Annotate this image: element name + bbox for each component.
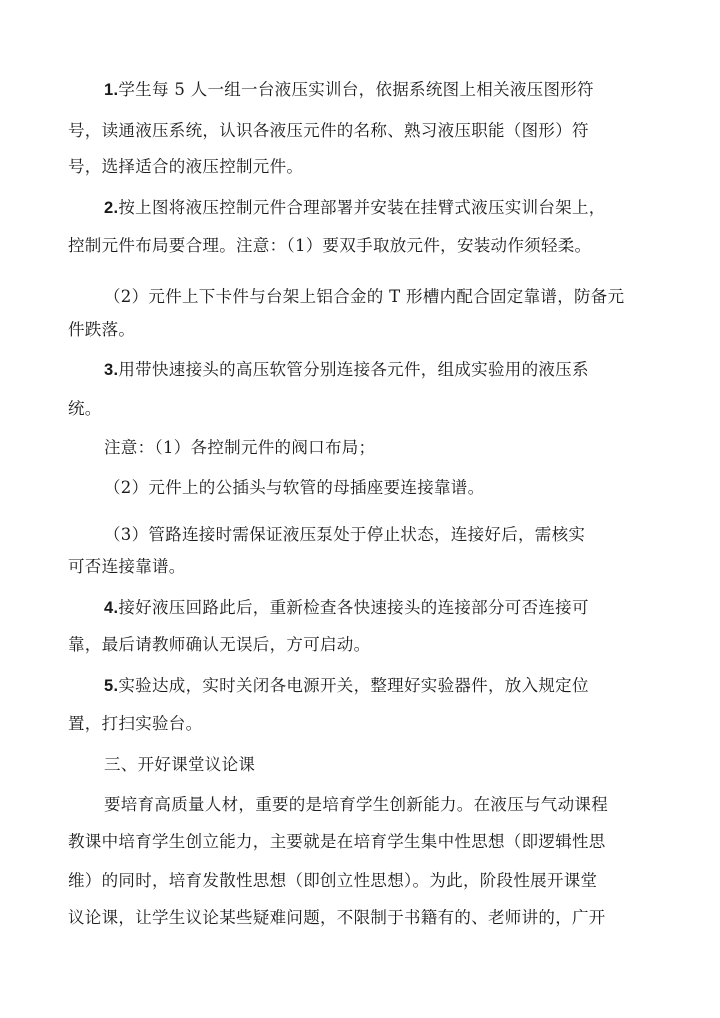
text-line: 控制元件布局要合理。注意：（1）要双手取放元件，安装动作须轻柔。 [68,236,592,255]
section-heading: 三、开好课堂议论课 [104,755,256,774]
text-line: 可否连接靠谱。 [68,557,186,576]
text-line: 1.学生每 5 人一组一台液压实训台，依据系统图上相关液压图形符 [104,80,594,99]
text-line: 靠，最后请教师确认无误后，方可启动。 [68,635,371,654]
text-line: （3）管路连接时需保证液压泵处于停止状态，连接好后，需核实 [104,525,586,544]
text-line: （2）元件上下卡件与台架上铝合金的 T 形槽内配合固定靠谱，防备元 [104,287,625,306]
text-line: 件跌落。 [68,320,136,339]
item-number: 3. [104,361,119,379]
text-line: 注意：（1）各控制元件的阀口布局； [104,438,376,457]
text-line: 维）的同时，培育发散性思想（即创立性思想）。为此，阶段性展开课堂 [68,871,598,890]
text-line: 2.按上图将液压控制元件合理部署并安装在挂臂式液压实训台架上， [104,198,606,217]
text-line: （2）元件上的公插头与软管的母插座要连接靠谱。 [104,478,485,497]
item-number: 1. [104,81,119,99]
item-number: 4. [104,599,119,617]
text-line: 议论课，让学生议论某些疑难问题，不限制于书籍有的、老师讲的，广开 [68,908,606,927]
text-line: 号，读通液压系统，认识各液压元件的名称、熟习液压职能（图形）符 [68,121,589,140]
item-number: 2. [104,199,119,217]
item-number: 5. [104,677,119,695]
text-line: 4.接好液压回路此后，重新检查各快速接头的连接部分可否连接可 [104,598,589,617]
text-line: 置，打扫实验台。 [68,714,203,733]
text-line: 号，选择适合的液压控制元件。 [68,157,304,176]
text-line: 3.用带快速接头的高压软管分别连接各元件，组成实验用的液压系 [104,360,589,379]
text-line: 要培育高质量人材，重要的是培育学生创新能力。在液压与气动课程 [104,795,608,814]
text-line: 统。 [68,399,102,418]
text-line: 教课中培育学生创立能力，主要就是在培育学生集中性思想（即逻辑性思 [68,832,606,851]
text-line: 5.实验达成，实时关闭各电源开关，整理好实验器件，放入规定位 [104,676,589,695]
